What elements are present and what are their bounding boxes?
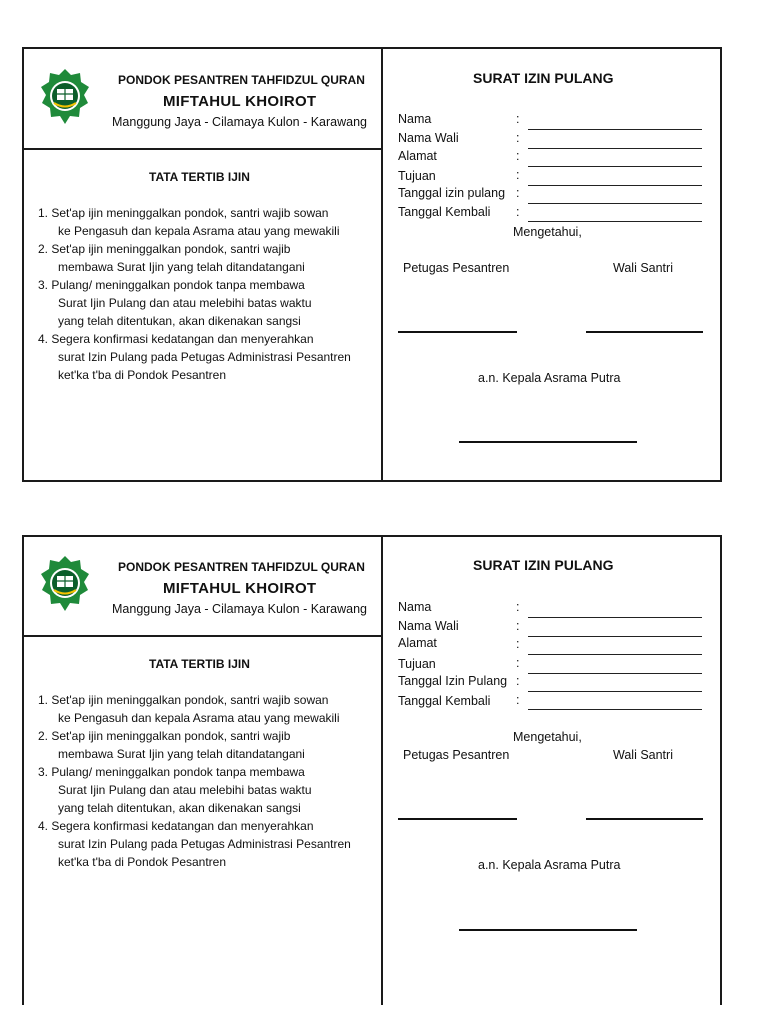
pesantren-name: MIFTAHUL KHOIROT	[163, 93, 317, 110]
rule-line: membawa Surat Ijin yang telah ditandatangani	[58, 260, 305, 274]
mengetahui-label: Mengetahui,	[513, 225, 582, 239]
rule-line: 4. Segera konfirmasi kedatangan dan menyerahkan	[38, 332, 314, 346]
rule-line: 4. Segera konfirmasi kedatangan dan menyerahkan	[38, 819, 314, 833]
petugas-label: Petugas Pesantren	[403, 748, 510, 762]
tanggal-kembali-field[interactable]	[528, 709, 702, 710]
rule-line: Surat Ijin Pulang dan atau melebihi batas waktu	[58, 783, 312, 797]
school-address: Manggung Jaya - Cilamaya Kulon - Karawang	[112, 602, 367, 616]
field-label-nama: Nama	[398, 112, 432, 126]
school-address: Manggung Jaya - Cilamaya Kulon - Karawang	[112, 115, 367, 129]
kepala-signature-line[interactable]	[459, 441, 637, 443]
tujuan-field[interactable]	[528, 185, 702, 186]
rule-line: surat Izin Pulang pada Petugas Administrasi Pesantren	[58, 837, 351, 851]
kepala-label: a.n. Kepala Asrama Putra	[478, 371, 621, 385]
field-colon: :	[516, 600, 520, 614]
field-label-nama: Nama	[398, 600, 432, 614]
surat-title: SURAT IZIN PULANG	[473, 70, 614, 86]
field-label-tanggal-kembali: Tanggal Kembali	[398, 205, 491, 219]
permit-form-1	[0, 0, 768, 500]
field-label-alamat: Alamat	[398, 636, 437, 650]
nama-field[interactable]	[528, 129, 702, 130]
field-label-tanggal-izin: Tanggal izin pulang	[398, 186, 506, 200]
school-name: PONDOK PESANTREN TAHFIDZUL QURAN	[118, 73, 365, 87]
field-colon: :	[516, 149, 520, 163]
nama-field[interactable]	[528, 617, 702, 618]
rule-line: surat Izin Pulang pada Petugas Administrasi Pesantren	[58, 350, 351, 364]
rule-line: Surat Ijin Pulang dan atau melebihi batas waktu	[58, 296, 312, 310]
rule-line: 3. Pulang/ meninggalkan pondok tanpa membawa	[38, 765, 305, 779]
wali-label: Wali Santri	[613, 261, 673, 275]
tanggal-kembali-field[interactable]	[528, 221, 702, 222]
field-colon: :	[516, 693, 520, 707]
wali-signature-line[interactable]	[586, 818, 703, 820]
petugas-signature-line[interactable]	[398, 818, 517, 820]
field-label-alamat: Alamat	[398, 149, 437, 163]
kepala-label: a.n. Kepala Asrama Putra	[478, 858, 621, 872]
field-colon: :	[516, 637, 520, 651]
rule-line: ke Pengasuh dan kepala Asrama atau yang mewakili	[58, 224, 340, 238]
center-divider	[381, 47, 383, 482]
field-label-tujuan: Tujuan	[398, 169, 436, 183]
rules-title: TATA TERTIB IJIN	[149, 657, 250, 671]
field-colon: :	[516, 186, 520, 200]
alamat-field[interactable]	[528, 166, 702, 167]
field-label-tanggal-izin: Tanggal Izin Pulang	[398, 674, 508, 688]
rule-line: 3. Pulang/ meninggalkan pondok tanpa membawa	[38, 278, 305, 292]
nama-wali-field[interactable]	[528, 148, 702, 149]
rule-line: membawa Surat Ijin yang telah ditandatangani	[58, 747, 305, 761]
tujuan-field[interactable]	[528, 673, 702, 674]
tanggal-izin-field[interactable]	[528, 691, 702, 692]
rule-line: yang telah ditentukan, akan dikenakan sangsi	[58, 314, 301, 328]
kepala-signature-line[interactable]	[459, 929, 637, 931]
petugas-label: Petugas Pesantren	[403, 261, 510, 275]
pesantren-name: MIFTAHUL KHOIROT	[163, 580, 317, 597]
wali-label: Wali Santri	[613, 748, 673, 762]
rule-line: ket'ka t'ba di Pondok Pesantren	[58, 368, 227, 382]
rule-line: 1. Set'ap ijin meninggalkan pondok, santri wajib sowan	[38, 693, 329, 707]
header-divider	[22, 635, 382, 637]
school-name: PONDOK PESANTREN TAHFIDZUL QURAN	[118, 560, 365, 574]
rule-line: 1. Set'ap ijin meninggalkan pondok, santri wajib sowan	[38, 206, 329, 220]
field-colon: :	[516, 619, 520, 633]
alamat-field[interactable]	[528, 654, 702, 655]
field-colon: :	[516, 168, 520, 182]
petugas-signature-line[interactable]	[398, 331, 517, 333]
surat-title: SURAT IZIN PULANG	[473, 557, 614, 573]
rule-line: ket'ka t'ba di Pondok Pesantren	[58, 855, 227, 869]
field-label-tanggal-kembali: Tanggal Kembali	[398, 694, 491, 708]
header-divider	[22, 148, 382, 150]
pesantren-crest-icon	[40, 68, 90, 128]
tanggal-izin-field[interactable]	[528, 203, 702, 204]
rules-title: TATA TERTIB IJIN	[149, 170, 250, 184]
wali-signature-line[interactable]	[586, 331, 703, 333]
mengetahui-label: Mengetahui,	[513, 730, 582, 744]
field-colon: :	[516, 112, 520, 126]
pesantren-crest-icon	[40, 555, 90, 615]
rule-line: 2. Set'ap ijin meninggalkan pondok, santri wajib	[38, 242, 291, 256]
field-colon: :	[516, 131, 520, 145]
field-label-tujuan: Tujuan	[398, 657, 436, 671]
field-colon: :	[516, 205, 520, 219]
field-label-nama-wali: Nama Wali	[398, 619, 459, 633]
permit-form-2	[0, 487, 768, 1024]
field-colon: :	[516, 674, 520, 688]
rule-line: 2. Set'ap ijin meninggalkan pondok, santri wajib	[38, 729, 291, 743]
nama-wali-field[interactable]	[528, 636, 702, 637]
field-colon: :	[516, 656, 520, 670]
center-divider	[381, 535, 383, 1005]
rule-line: yang telah ditentukan, akan dikenakan sangsi	[58, 801, 301, 815]
rule-line: ke Pengasuh dan kepala Asrama atau yang mewakili	[58, 711, 340, 725]
field-label-nama-wali: Nama Wali	[398, 131, 459, 145]
